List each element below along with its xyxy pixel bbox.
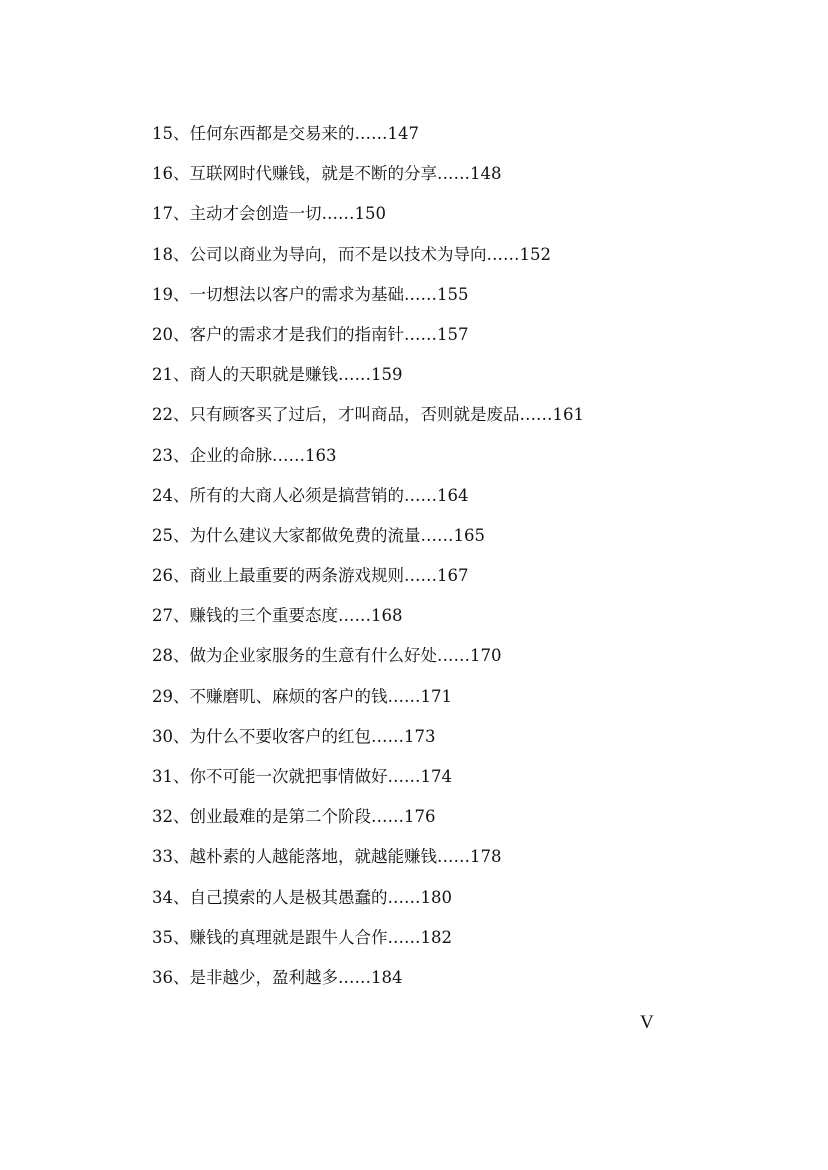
toc-entry: 28、做为企业家服务的生意有什么好处……170 — [152, 646, 502, 666]
toc-entry: 18、公司以商业为导向，而不是以技术为导向……152 — [152, 244, 551, 264]
table-of-contents — [152, 120, 772, 1004]
toc-entry: 26、商业上最重要的两条游戏规则……167 — [152, 566, 469, 586]
toc-entry: 29、不赚磨叽、麻烦的客户的钱……171 — [152, 686, 452, 706]
toc-entry: 16、互联网时代赚钱，就是不断的分享……148 — [152, 164, 502, 184]
toc-entry: 22、只有顾客买了过后，才叫商品，否则就是废品……161 — [152, 405, 584, 425]
toc-entry: 35、赚钱的真理就是跟牛人合作……182 — [152, 927, 452, 947]
toc-entry: 19、一切想法以客户的需求为基础……155 — [152, 284, 469, 304]
toc-entry: 24、所有的大商人必须是搞营销的……164 — [152, 485, 469, 505]
toc-entry: 30、为什么不要收客户的红包……173 — [152, 726, 436, 746]
page-number: V — [640, 1012, 654, 1033]
toc-entry: 33、越朴素的人越能落地，就越能赚钱……178 — [152, 847, 502, 867]
toc-entry: 25、为什么建议大家都做免费的流量……165 — [152, 525, 485, 545]
toc-entry: 27、赚钱的三个重要态度……168 — [152, 606, 403, 626]
toc-entry: 17、主动才会创造一切……150 — [152, 204, 386, 224]
toc-entry: 31、你不可能一次就把事情做好……174 — [152, 767, 452, 786]
toc-entry: 21、商人的天职就是赚钱……159 — [152, 365, 403, 385]
toc-entry: 32、创业最难的是第二个阶段……176 — [152, 807, 436, 827]
toc-entry: 36、是非越少，盈利越多……184 — [152, 967, 403, 987]
toc-entry: 15、任何东西都是交易来的……147 — [152, 124, 419, 143]
toc-entry: 20、客户的需求才是我们的指南针……157 — [152, 324, 469, 344]
toc-entry: 34、自己摸索的人是极其愚蠢的……180 — [152, 887, 452, 907]
toc-entry: 23、企业的命脉……163 — [152, 445, 337, 465]
